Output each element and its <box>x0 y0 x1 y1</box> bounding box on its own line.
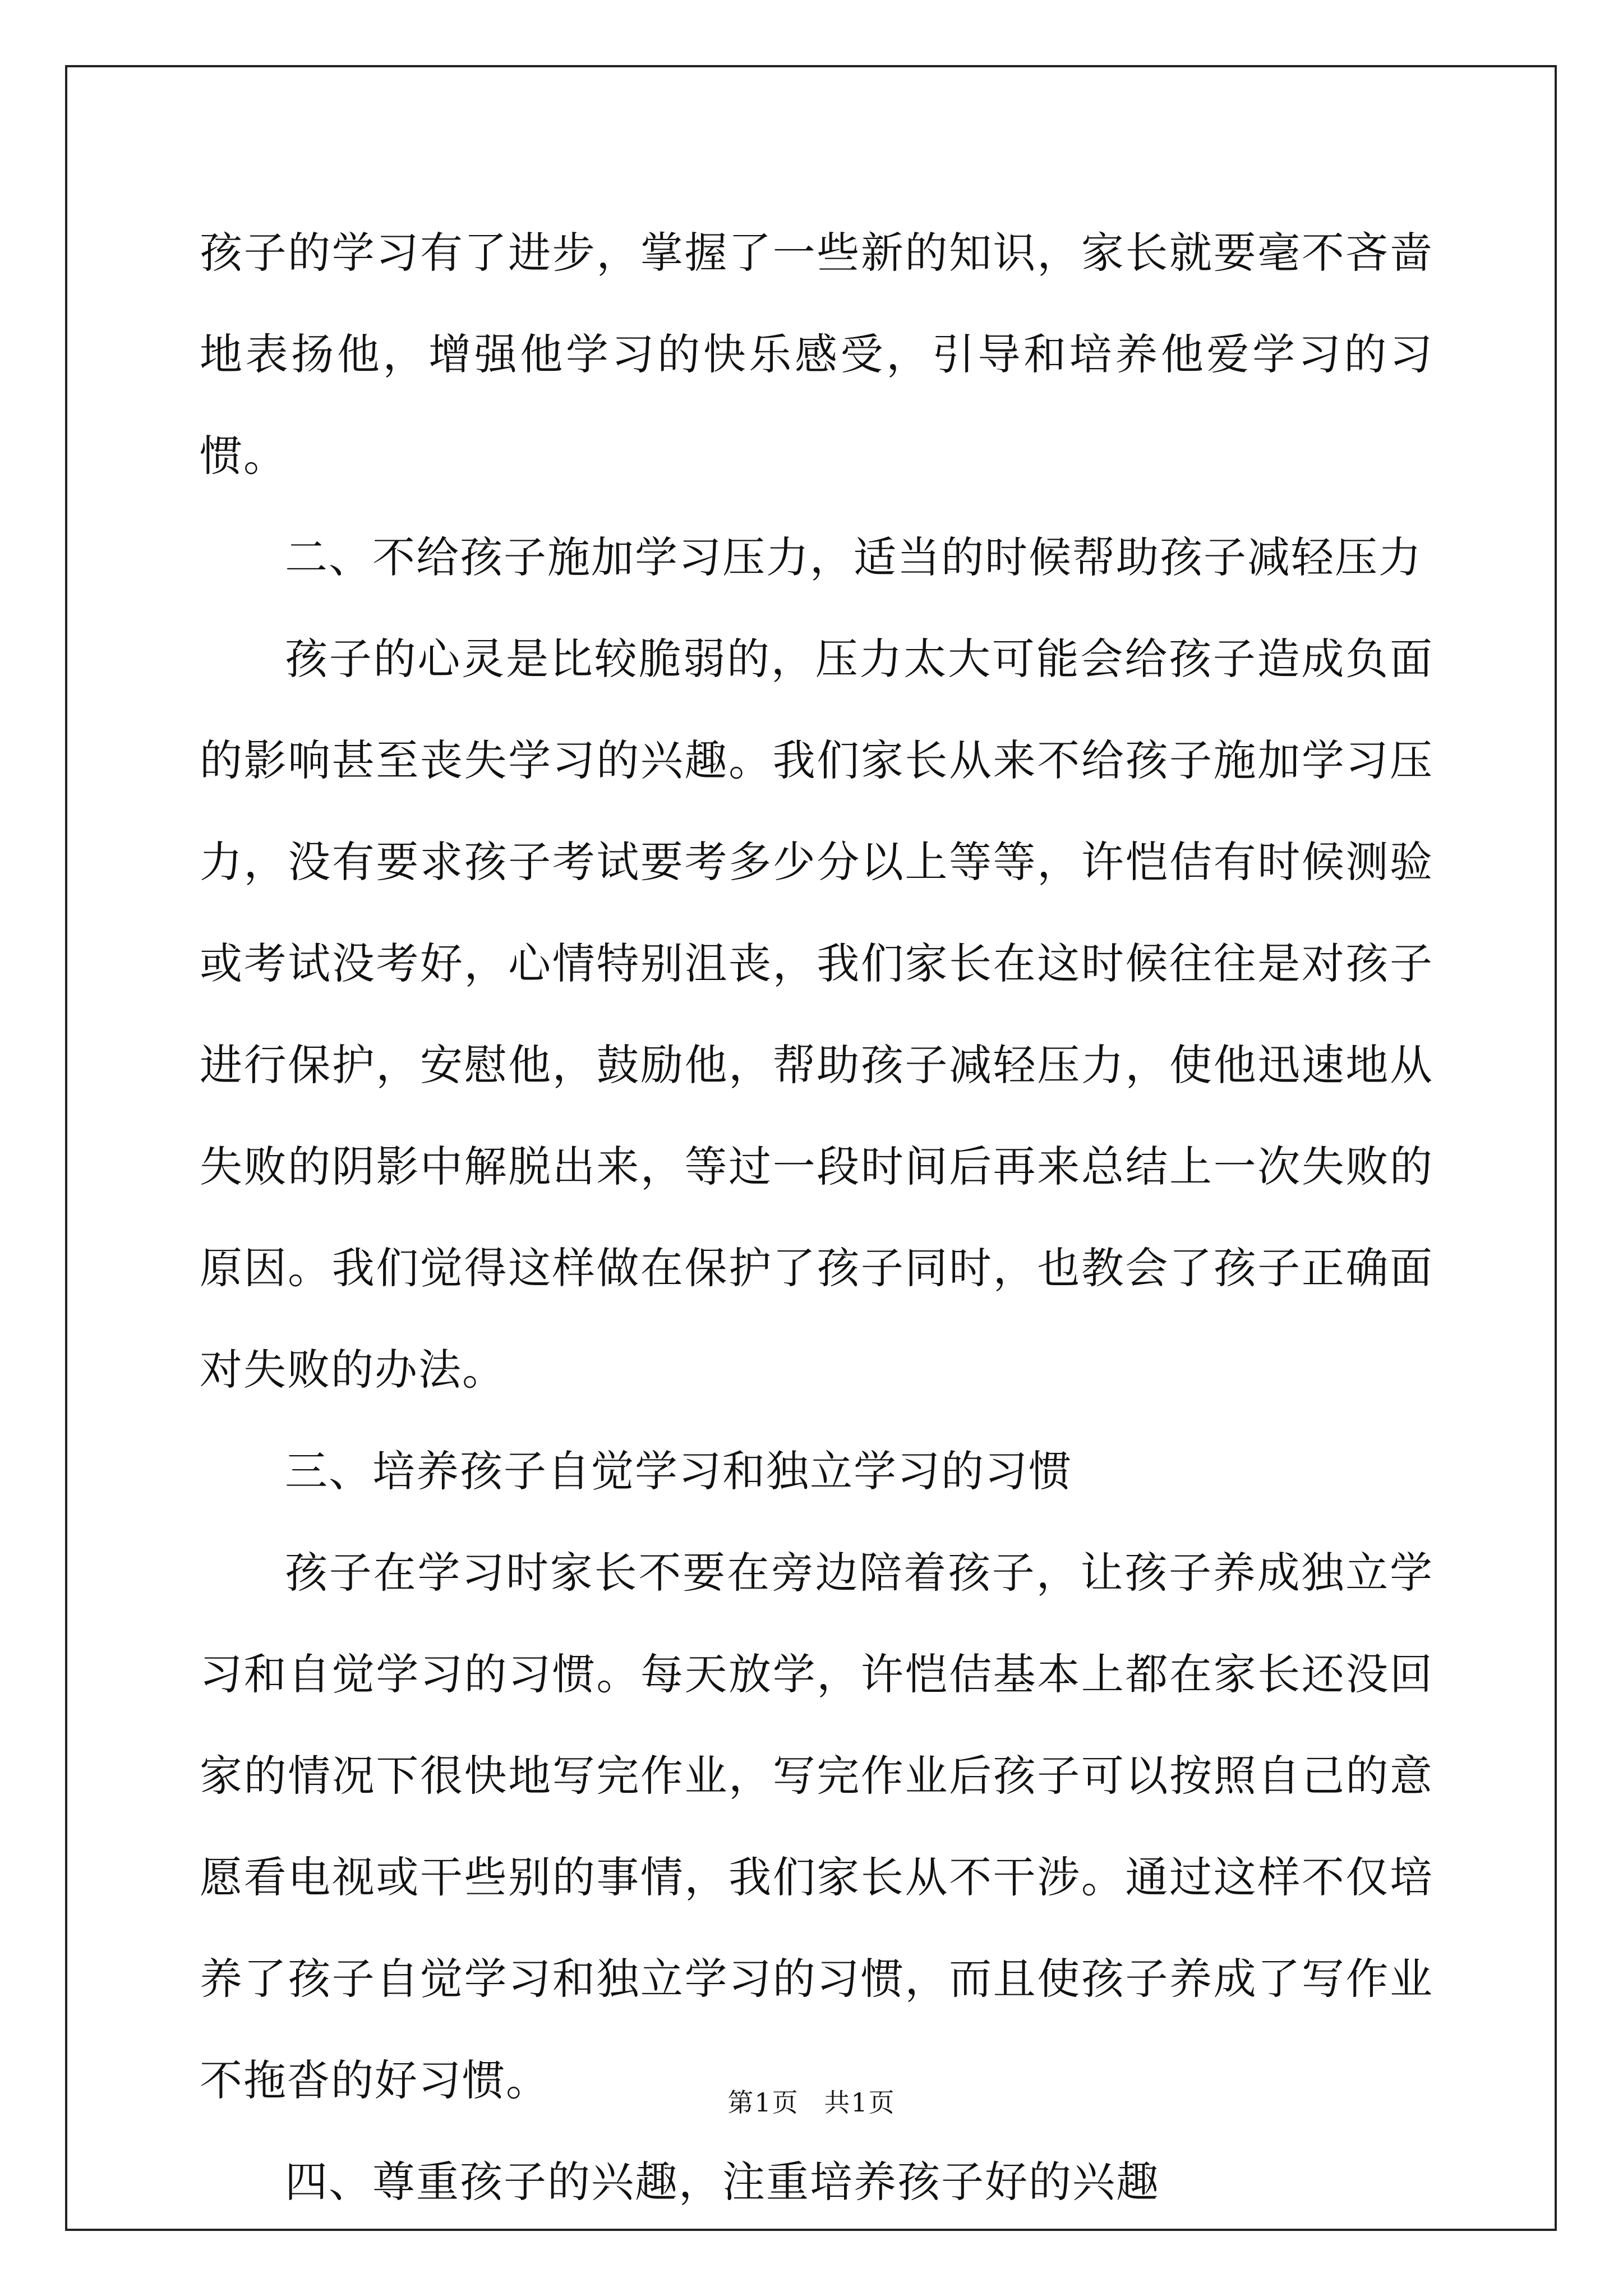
section-heading-2: 二、不给孩子施加学习压力，适当的时候帮助孩子减轻压力 <box>285 532 1422 582</box>
page-footer <box>0 2082 1623 2119</box>
document-body <box>200 202 1433 2233</box>
section-heading-3: 三、培养孩子自觉学习和独立学习的习惯 <box>285 1446 1072 1496</box>
paragraph-1: 孩子的学习有了进步，掌握了一些新的知识，家长就要毫不吝啬地表扬他，增强他学习的快乐感受，引导和培养他爱学习的习惯。 <box>200 228 1433 481</box>
page-number-total: 共1页 <box>824 2087 896 2118</box>
paragraph-3: 孩子的心灵是比较脆弱的，压力太大可能会给孩子造成负面的影响甚至丧失学习的兴趣。我们家长从来不给孩子施加学习压力，没有要求孩子考试要考多少分以上等等，许恺佶有时候测验或考试没考好，心情特别沮丧，我们家长在这时候往往是对孩子进行保护，安慰他，鼓励他，帮助孩子减轻压力，使他迅速地从失败的阴影中解脱出来，等过一段时间后再来总结上一次失败的原因。我们觉得这样做在保护了孩子同时，也教会了孩子正确面对失败的办法。 <box>200 634 1433 1395</box>
page-number-current: 第1页 <box>727 2087 799 2118</box>
section-heading-4: 四、尊重孩子的兴趣，注重培养孩子好的兴趣 <box>285 2157 1160 2207</box>
paragraph-5: 孩子在学习时家长不要在旁边陪着孩子，让孩子养成独立学习和自觉学习的习惯。每天放学，许恺佶基本上都在家长还没回家的情况下很快地写完作业，写完作业后孩子可以按照自己的意愿看电视或干些别的事情，我们家长从不干涉。通过这样不仅培养了孩子自觉学习和独立学习的习惯，而且使孩子养成了写作业不拖沓的好习惯。 <box>200 1548 1433 2105</box>
